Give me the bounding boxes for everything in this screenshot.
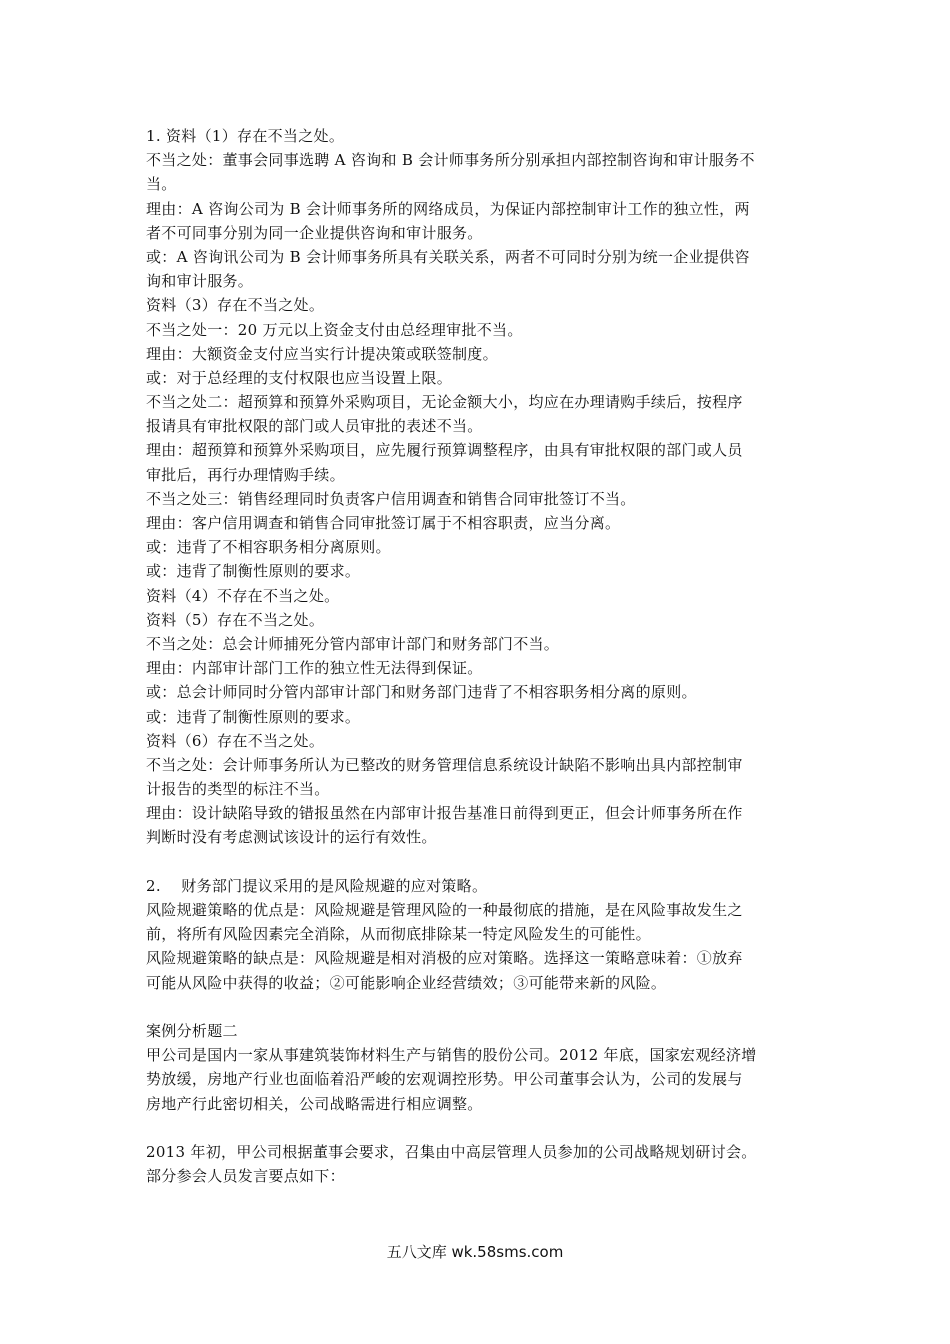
text-line: 理由：内部审计部门工作的独立性无法得到保证。: [146, 659, 483, 678]
text-line: 资料（4）不存在不当之处。: [146, 586, 340, 605]
text-line: 理由：客户信用调查和销售合同审批签订属于不相容职责，应当分离。: [146, 514, 621, 532]
text-line: 1. 资料（1）存在不当之处。: [146, 127, 345, 145]
text-line: 询和审计服务。: [146, 272, 254, 291]
text-line: 不当之处：会计师事务所认为已整改的财务管理信息系统设计缺陷不影响出具内部控制审: [146, 755, 743, 774]
text-line: 者不可同事分别为同一企业提供咨询和审计服务。: [146, 223, 483, 242]
text-line: 或：违背了制衡性原则的要求。: [146, 707, 361, 726]
text-line: 不当之处：董事会同事选聘 A 咨询和 B 会计师事务所分别承担内部控制咨询和审计服务不: [146, 151, 755, 170]
text-line: 或：对于总经理的支付权限也应当设置上限。: [146, 368, 453, 387]
section-heading: 案例分析题二: [146, 1021, 238, 1040]
document-body: [146, 124, 816, 1188]
text-line: 当。: [146, 175, 177, 194]
text-line: 资料（6）存在不当之处。: [146, 731, 325, 750]
text-line: 势放缓，房地产行业也面临着沿严峻的宏观调控形势。甲公司董事会认为，公司的发展与: [146, 1070, 743, 1089]
text-line: 理由：超预算和预算外采购项目，应先履行预算调整程序，由具有审批权限的部门或人员: [146, 441, 743, 460]
text-line: 理由：设计缺陷导致的错报虽然在内部审计报告基准日前得到更正，但会计师事务所在作: [146, 804, 743, 823]
text-line: 或：违背了不相容职务相分离原则。: [146, 538, 391, 557]
text-line: 不当之处三：销售经理同时负责客户信用调查和销售合同审批签订不当。: [146, 489, 636, 508]
page-footer-watermark: 五八文库 wk.58sms.com: [386, 1243, 564, 1261]
text-line: 计报告的类型的标注不当。: [146, 780, 330, 799]
blank-line: [146, 850, 816, 874]
text-line: 理由：大额资金支付应当实行计提决策或联签制度。: [146, 344, 498, 363]
text-line: 或：总会计师同时分管内部审计部门和财务部门违背了不相容职务相分离的原则。: [146, 683, 697, 702]
text-line: 资料（5）存在不当之处。: [146, 610, 325, 629]
text-line: 报请具有审批权限的部门或人员审批的表述不当。: [146, 417, 483, 436]
text-line: 或：A 咨询讯公司为 B 会计师事务所具有关联关系，两者不可同时分别为统一企业提供咨: [146, 247, 750, 266]
text-line: 可能从风险中获得的收益；②可能影响企业经营绩效；③可能带来新的风险。: [146, 973, 667, 992]
text-line: 判断时没有考虑测试该设计的运行有效性。: [146, 828, 437, 847]
text-line: 不当之处：总会计师捕死分管内部审计部门和财务部门不当。: [146, 634, 560, 653]
text-line: 房地产行此密切相关，公司战略需进行相应调整。: [146, 1094, 483, 1113]
text-line: 前，将所有风险因素完全消除，从而彻底排除某一特定风险发生的可能性。: [146, 925, 651, 944]
blank-line: [146, 995, 816, 1019]
text-line: 或：违背了制衡性原则的要求。: [146, 562, 361, 581]
text-line: 2. 财务部门提议采用的是风险规避的应对策略。: [146, 876, 488, 895]
text-line: 部分参会人员发言要点如下：: [146, 1167, 345, 1186]
text-line: 审批后，再行办理情购手续。: [146, 465, 345, 484]
text-line: 风险规避策略的缺点是：风险规避是相对消极的应对策略。选择这一策略意味着：①放弃: [146, 949, 743, 968]
text-line: 不当之处一：20 万元以上资金支付由总经理审批不当。: [146, 320, 523, 339]
text-line: 理由：A 咨询公司为 B 会计师事务所的网络成员，为保证内部控制审计工作的独立性，两: [146, 199, 750, 218]
text-line: 不当之处二：超预算和预算外采购项目，无论金额大小，均应在办理请购手续后，按程序: [146, 393, 743, 412]
text-line: 甲公司是国内一家从事建筑装饰材料生产与销售的股份公司。2012 年底，国家宏观经济增: [146, 1046, 757, 1065]
text-line: 2013 年初，甲公司根据董事会要求，召集由中高层管理人员参加的公司战略规划研讨会。: [146, 1142, 757, 1161]
text-line: 资料（3）存在不当之处。: [146, 296, 325, 315]
blank-line: [146, 1116, 816, 1140]
text-line: 风险规避策略的优点是：风险规避是管理风险的一种最彻底的措施，是在风险事故发生之: [146, 901, 743, 919]
